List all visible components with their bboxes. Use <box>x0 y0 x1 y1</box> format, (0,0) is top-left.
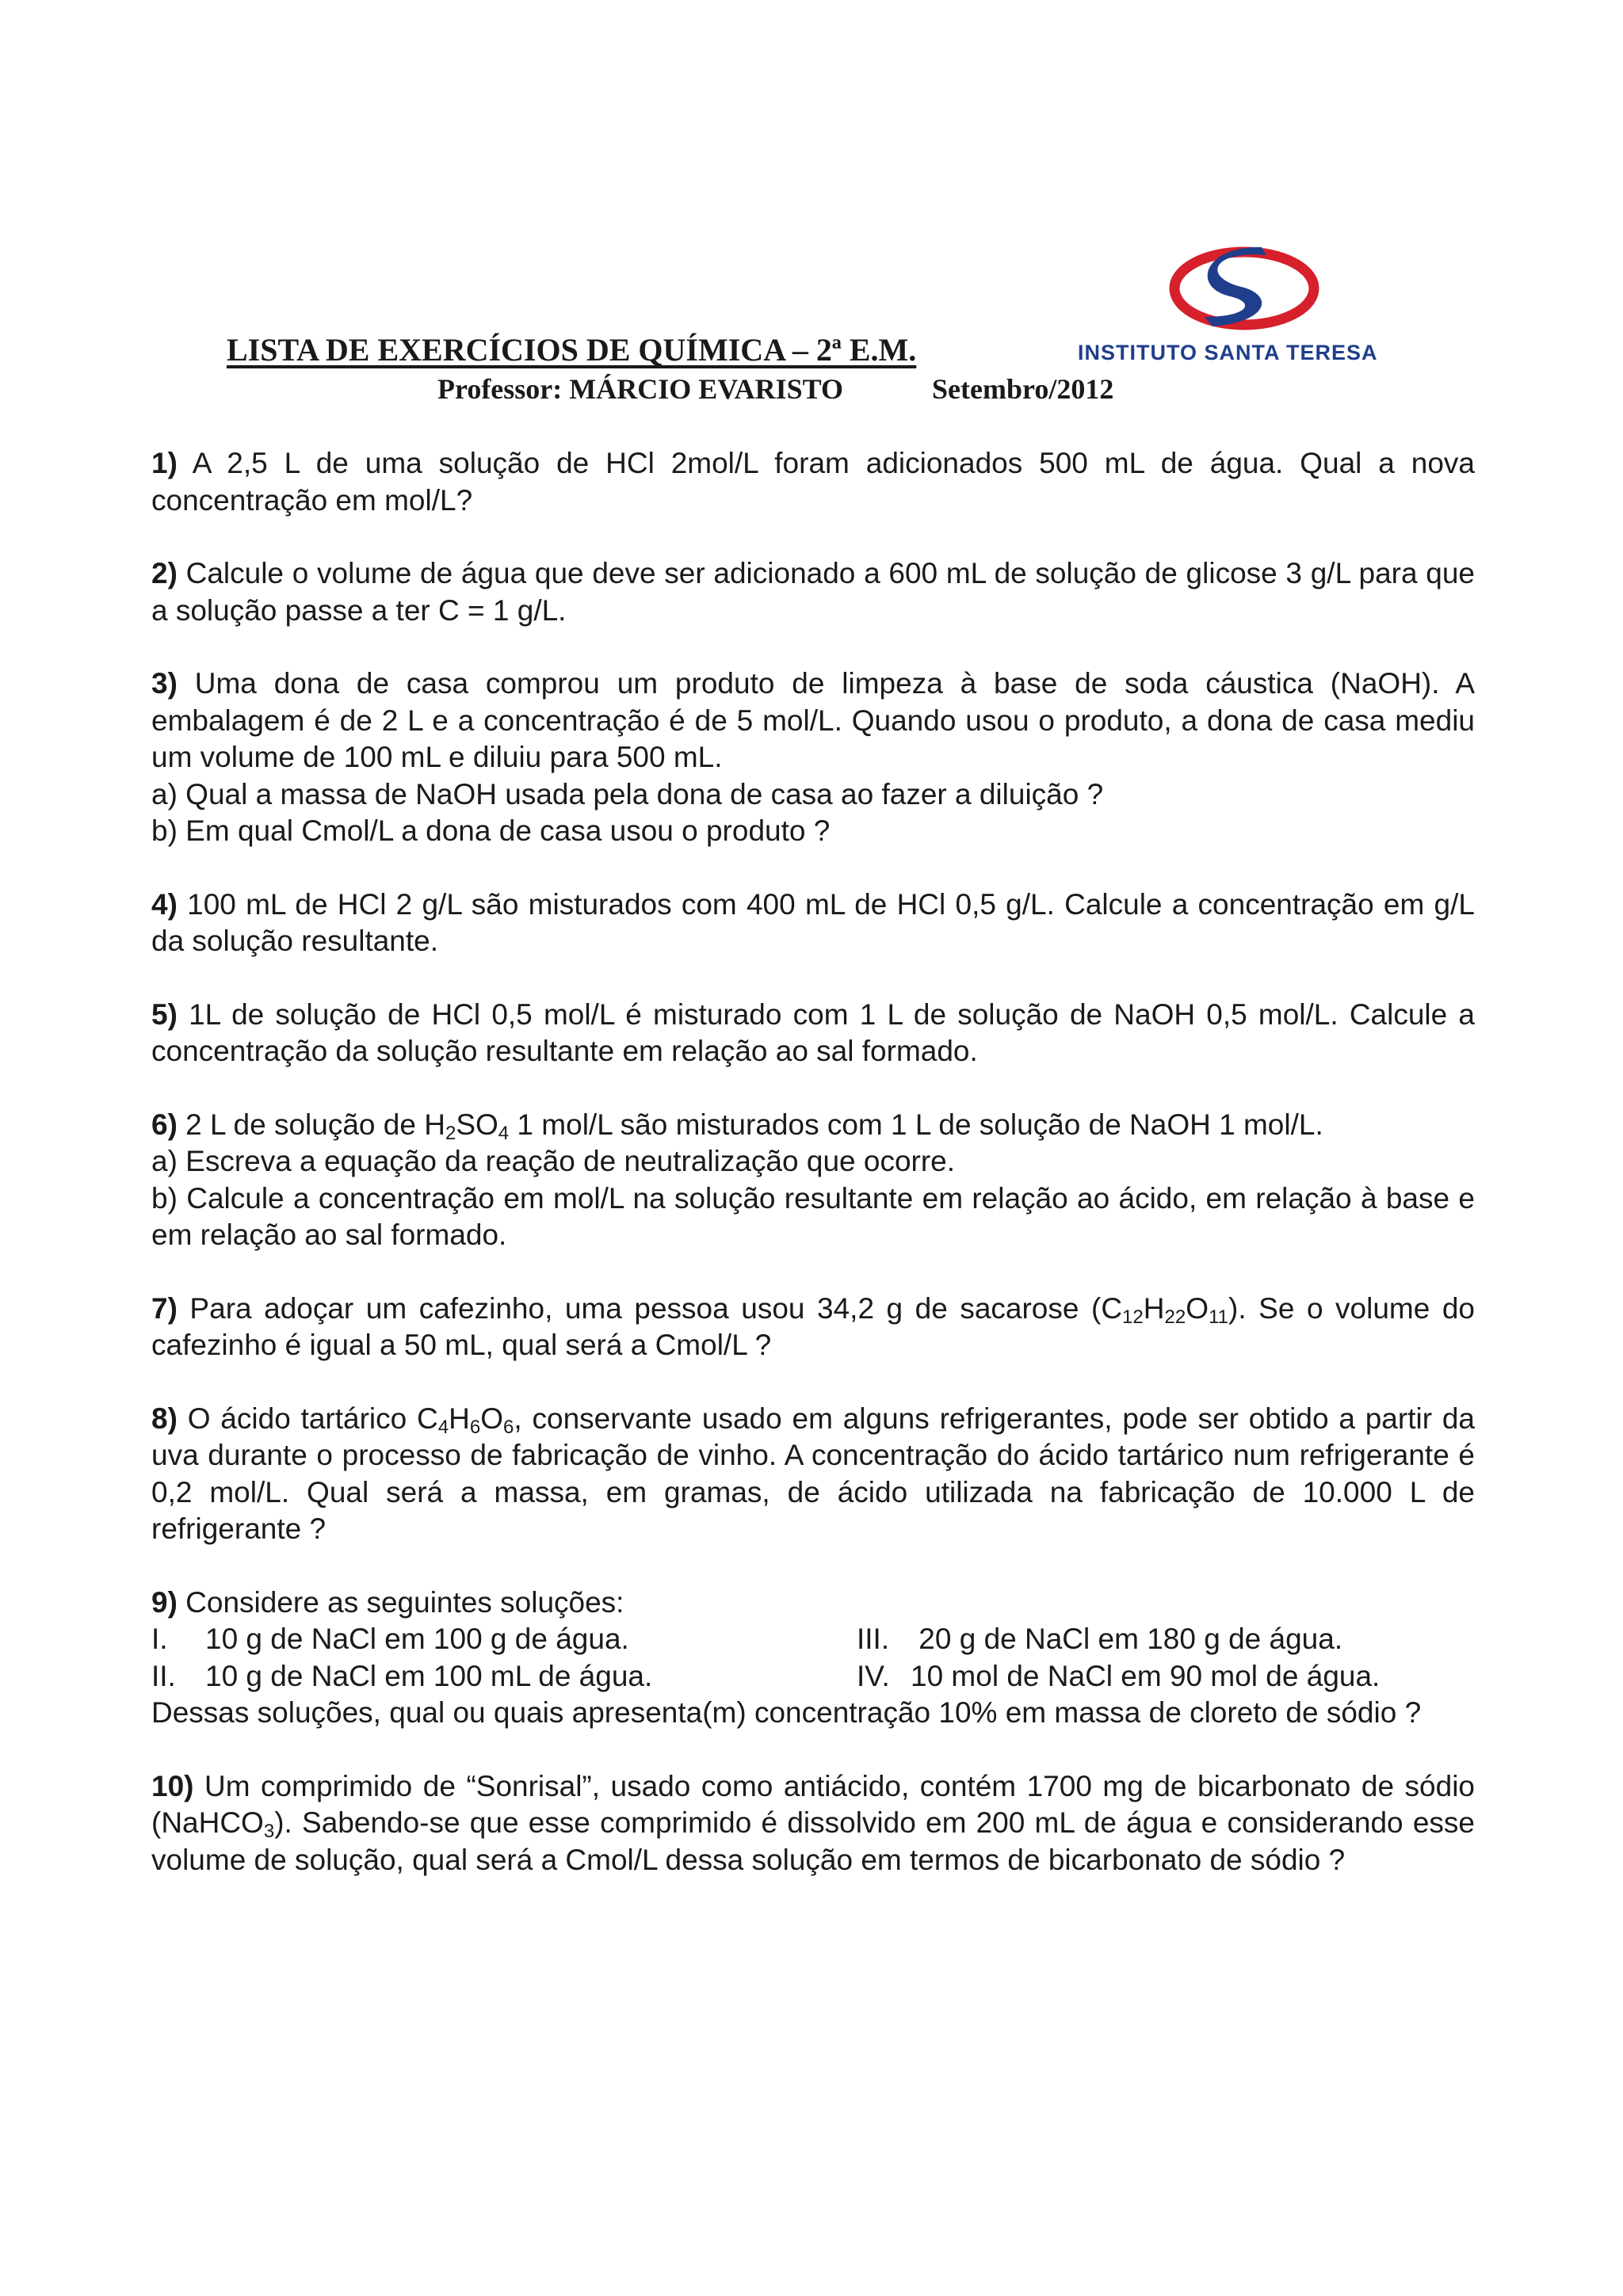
school-logo-text: INSTITUTO SANTA TERESA <box>1078 341 1378 364</box>
question-5 <box>151 997 1475 1070</box>
option-label: I. <box>151 1623 168 1655</box>
question-6-item-b: b) Calcule a concentração em mol/L na solução resultante em relação ao ácido, em relação à base e em relação ao sal formado. <box>151 1181 1475 1251</box>
option-text: 10 mol de NaCl em 90 mol de água. <box>911 1659 1381 1692</box>
question-9-intro <box>151 1585 1475 1622</box>
option-item <box>857 1621 1475 1658</box>
question-number: 10) <box>151 1769 194 1802</box>
question-body: A 2,5 L de uma solução de HCl 2mol/L foram adicionados 500 mL de água. Qual a nova concentração em mol/L? <box>151 447 1475 517</box>
question-3 <box>151 666 1475 850</box>
option-item <box>151 1658 857 1695</box>
option-text: 10 g de NaCl em 100 g de água. <box>205 1623 629 1655</box>
subscript: 6 <box>469 1416 481 1438</box>
question-body: ). Sabendo-se que esse comprimido é dissolvido em 200 mL de água e considerando esse volume de solução, qual será a Cmol/L dessa solução em termos de bicarbonato de sódio ? <box>151 1806 1475 1876</box>
question-body: , conservante usado em alguns refrigerantes, pode ser obtido a partir da uva durante o processo de fabricação de vinho. A concentração do ácido tartárico num refrigerante é 0,2 mol/L. Qual será a massa, em gramas, de ácido utilizada na fabricação de 10.000 L de refrigerante ? <box>151 1402 1475 1545</box>
question-body: O <box>1186 1291 1209 1325</box>
option-label: III. <box>857 1623 890 1655</box>
question-number: 3) <box>151 667 178 700</box>
question-body: Uma dona de casa comprou um produto de limpeza à base de soda cáustica (NaOH). A embalagem é de 2 L e a concentração é de 5 mol/L. Quando usou o produto, a dona de casa mediu um volume de 100 mL e diluiu para 500 mL. <box>151 667 1475 773</box>
subscript: 4 <box>437 1416 449 1438</box>
subscript: 2 <box>445 1122 456 1144</box>
question-number: 7) <box>151 1291 178 1325</box>
question-8 <box>151 1401 1475 1548</box>
question-3-text <box>151 666 1475 776</box>
school-logo <box>1078 244 1403 371</box>
subscript: 6 <box>503 1416 514 1438</box>
question-body: Calcule o volume de água que deve ser adicionado a 600 mL de solução de glicose 3 g/L para que a solução passe a ter C = 1 g/L. <box>151 557 1475 627</box>
school-logo-emblem-icon <box>1165 244 1323 338</box>
question-number: 4) <box>151 887 178 921</box>
question-body: 1L de solução de HCl 0,5 mol/L é misturado com 1 L de solução de NaOH 0,5 mol/L. Calcule a concentração da solução resultante em relação ao sal formado. <box>151 997 1475 1067</box>
exercise-list <box>151 445 1475 1915</box>
question-1-text <box>151 445 1475 519</box>
question-1 <box>151 445 1475 519</box>
solution-options <box>151 1621 1475 1695</box>
question-body: ). Se o volume do cafezinho é igual a 50 mL, qual será a Cmol/L ? <box>151 1291 1476 1361</box>
question-body: O <box>480 1402 504 1435</box>
question-body: H <box>449 1402 470 1435</box>
question-7 <box>151 1291 1475 1364</box>
option-text: 20 g de NaCl em 180 g de água. <box>911 1623 1343 1655</box>
question-body: SO <box>456 1108 498 1141</box>
subscript: 12 <box>1122 1306 1144 1328</box>
header-subtitle <box>437 372 1113 406</box>
question-2-text <box>151 555 1475 629</box>
question-10-text <box>151 1768 1475 1879</box>
question-body: O ácido tartárico C <box>177 1402 438 1435</box>
question-9 <box>151 1585 1475 1732</box>
option-label: IV. <box>857 1659 890 1692</box>
question-number: 9) <box>151 1585 178 1619</box>
question-number: 5) <box>151 997 178 1031</box>
question-4 <box>151 887 1475 960</box>
question-3-item-a: a) Qual a massa de NaOH usada pela dona de casa ao fazer a diluição ? <box>151 777 1104 810</box>
question-4-text <box>151 887 1475 960</box>
question-number: 6) <box>151 1108 178 1141</box>
option-item <box>151 1621 857 1658</box>
question-body: 100 mL de HCl 2 g/L são misturados com 400 mL de HCl 0,5 g/L. Calcule a concentração em g/L da solução resultante. <box>151 887 1475 957</box>
question-body: 1 mol/L são misturados com 1 L de solução de NaOH 1 mol/L. <box>509 1108 1323 1141</box>
question-body: Para adoçar um cafezinho, uma pessoa usou 34,2 g de sacarose (C <box>177 1291 1123 1325</box>
question-body: 2 L de solução de H <box>177 1108 445 1141</box>
subscript: 3 <box>263 1821 275 1842</box>
question-number: 1) <box>151 447 178 479</box>
page-title: LISTA DE EXERCÍCIOS DE QUÍMICA – 2ª E.M. <box>227 332 917 368</box>
option-label: II. <box>151 1659 176 1692</box>
professor-name: Professor: MÁRCIO EVARISTO <box>437 373 844 405</box>
option-text: 10 g de NaCl em 100 mL de água. <box>205 1659 653 1692</box>
question-number: 2) <box>151 557 178 589</box>
subscript: 22 <box>1164 1306 1186 1328</box>
question-6 <box>151 1107 1475 1254</box>
header-date: Setembro/2012 <box>932 373 1114 405</box>
question-7-text <box>151 1291 1475 1364</box>
question-3-item-b: b) Em qual Cmol/L a dona de casa usou o produto ? <box>151 814 831 847</box>
question-9-question: Dessas soluções, qual ou quais apresenta(m) concentração 10% em massa de cloreto de sódio ? <box>151 1696 1422 1729</box>
question-6-text <box>151 1107 1475 1144</box>
question-8-text <box>151 1401 1475 1548</box>
question-number: 8) <box>151 1402 178 1435</box>
subscript: 4 <box>498 1122 510 1144</box>
question-5-text <box>151 997 1475 1070</box>
question-body: H <box>1143 1291 1165 1325</box>
question-body: Considere as seguintes soluções: <box>177 1585 624 1619</box>
question-2 <box>151 555 1475 629</box>
question-10 <box>151 1768 1475 1879</box>
question-body: Um comprimido de “Sonrisal”, usado como antiácido, contém 1700 mg de bicarbonato de sódio (NaHCO <box>151 1769 1475 1839</box>
subscript: 11 <box>1209 1306 1229 1328</box>
question-6-item-a: a) Escreva a equação da reação de neutralização que ocorre. <box>151 1145 956 1177</box>
option-item <box>857 1658 1475 1695</box>
